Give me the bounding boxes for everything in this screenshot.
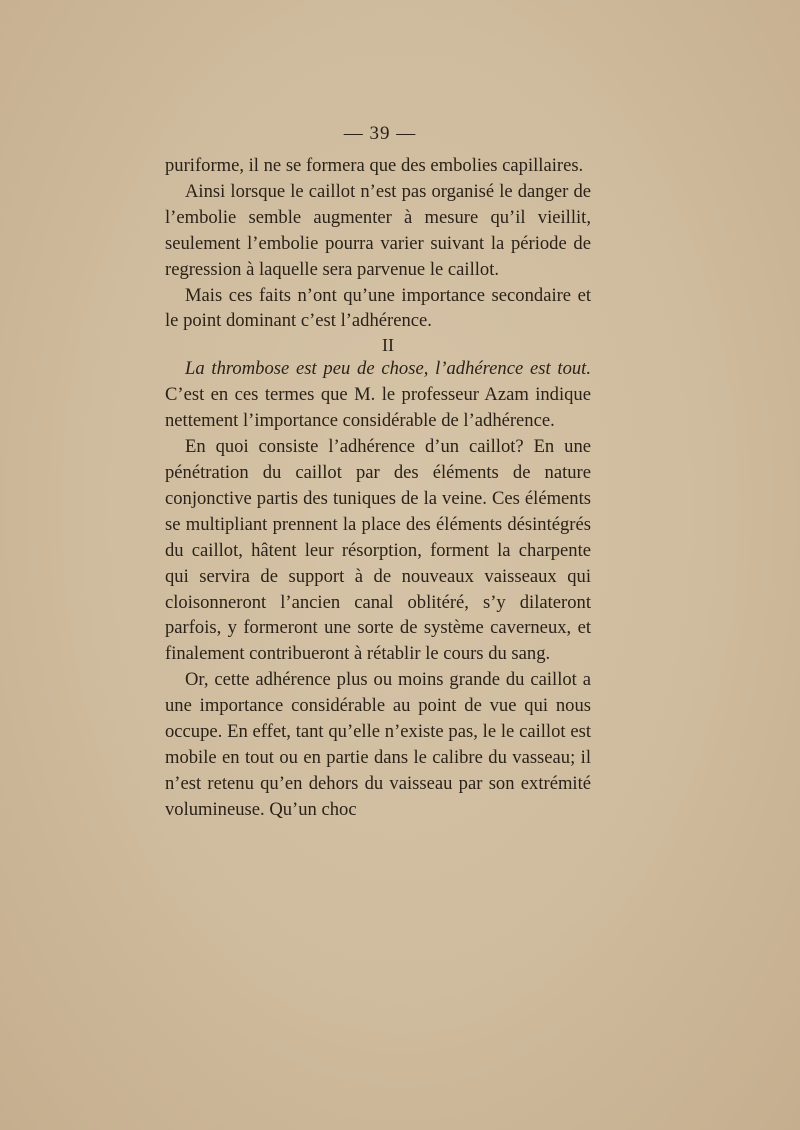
section-heading: II <box>382 335 394 356</box>
paragraph: puriforme, il ne se formera que des embolies capillaires. <box>165 155 584 176</box>
body-text <box>165 153 591 823</box>
paragraph <box>165 356 591 434</box>
paragraph: Mais ces faits n’ont qu’une importance secondaire et le point dominant c’est l’adhérence. <box>165 284 591 332</box>
paragraph: Or, cette adhérence plus ou moins grande du caillot a une importance considérable au point de vue qui nous occupe. En effet, tant qu’elle n’existe pas, le le caillot est mobile en tout ou en partie dans le calibre du vasseau; il n’est retenu qu’en dehors du vaisseau par son extrémité volumineuse. Qu’un choc <box>165 669 591 820</box>
paragraph: En quoi consiste l’adhérence d’un caillot? En une pénétration du caillot par des éléments de nature conjonctive partis des tuniques de la veine. Ces éléments se multipliant prennent la place des éléments désintégrés du caillot, hâtent leur résorption, forment la charpente qui servira de support à de nouveaux vaisseaux qui cloisonneront l’ancien canal oblitéré, s’y dilateront parfois, y formeront une sorte de système caverneux, et finalement contribueront à rétablir le cours du sang. <box>165 436 591 665</box>
italic-quote: La thrombose est peu de chose, l’adhérence est tout. <box>185 358 591 380</box>
page-number: — 39 — <box>343 123 417 144</box>
quote-followup: C’est en ces termes que M. le professeur Azam indique nettement l’importance considérable de l’adhérence. <box>165 384 591 432</box>
paragraph: Ainsi lorsque le caillot n’est pas organisé le danger de l’embolie semble augmenter à mesure qu’il vieillit, seulement l’embolie pourra varier suivant la période de regression à laquelle sera parvenue le caillot. <box>165 180 591 280</box>
